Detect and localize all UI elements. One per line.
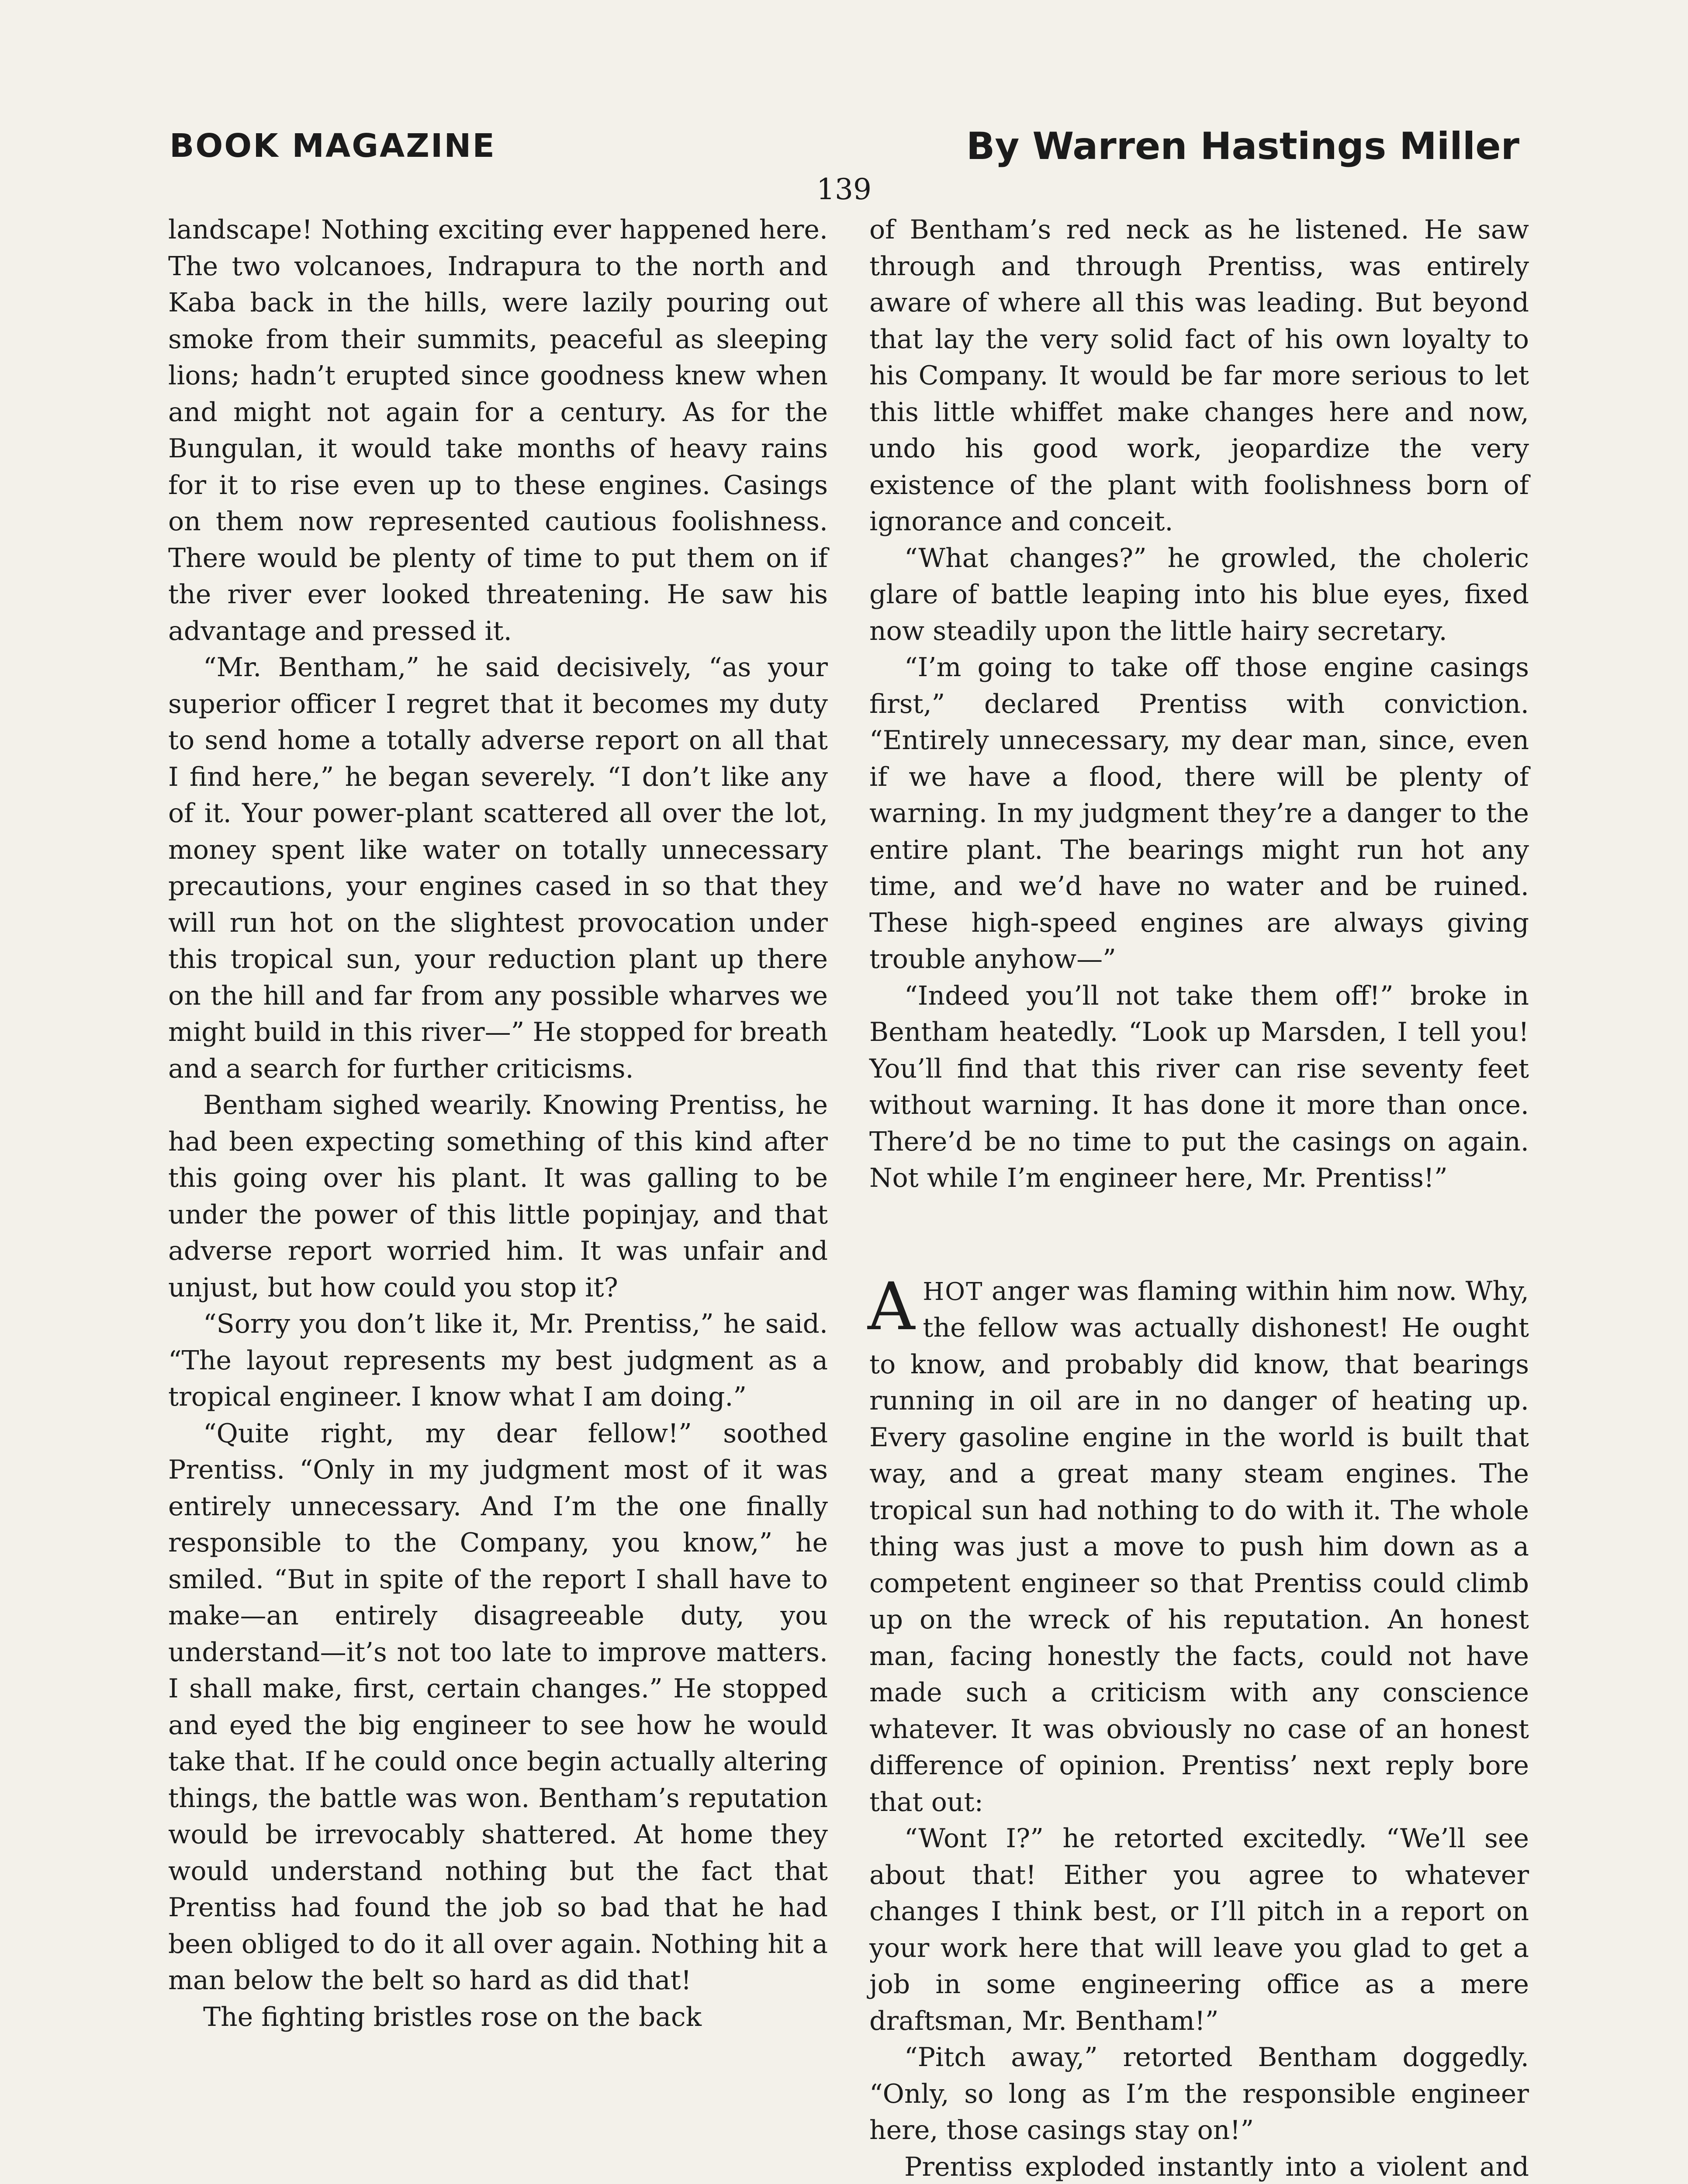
running-head <box>169 124 1519 177</box>
paragraph: “Quite right, my dear fellow!” soothed Prentiss. “Only in my judgment most of it was entirely unnecessary. And I’m the one finally responsible to the Company, you know,” he smiled. “But in spite of the report I shall have to make—an entirely disagreeable duty, you understand—it’s not too late to improve matters. I shall make, first, certain changes.” He stopped and eyed the big engineer to see how he would take that. If he could once begin actually altering things, the battle was won. Bentham’s reputation would be irrevocably shattered. At home they would understand nothing but the fact that Prentiss had found the job so bad that he had been obliged to do it all over again. Nothing hit a man below the belt so hard as did that! <box>168 1418 828 1996</box>
paragraph: “Pitch away,” retorted Bentham doggedly. “Only, so long as I’m the responsible engineer here, those casings stay on!” <box>869 2042 1529 2146</box>
author-byline: By Warren Hastings Miller <box>966 124 1519 168</box>
section-break <box>869 1197 1529 1273</box>
paragraph: “Wont I?” he retorted excitedly. “We’ll see about that! Either you agree to whatever changes I think best, or I’ll pitch in a report on your work here that will leave you glad to get a job in some engineering office as a mere draftsman, Mr. Bentham!” <box>869 1823 1529 2036</box>
left-text-column <box>168 212 828 2035</box>
paragraph: landscape! Nothing exciting ever happened here. The two volcanoes, Indrapura to the north and Kaba back in the hills, were lazily pouring out smoke from their summits, peaceful as sleeping lions; hadn’t erupted since goodness knew when and might not again for a century. As for the Bungulan, it would take months of heavy rains for it to rise even up to these engines. Casings on them now represented cautious foolishness. There would be plenty of time to put them on if the river ever looked threatening. He saw his advantage and pressed it. <box>168 214 828 646</box>
dropcap-paragraph <box>868 1268 1529 1821</box>
paragraph: “Indeed you’ll not take them off!” broke in Bentham heatedly. “Look up Marsden, I tell you! You’ll find that this river can rise seventy feet without warning. It has done it more than once. There’d be no time to put the casings on again. Not while I’m engineer here, Mr. Prentiss!” <box>869 980 1529 1193</box>
lead-in-caps: HOT <box>923 1277 983 1306</box>
magazine-title: BOOK MAGAZINE <box>169 127 496 165</box>
right-text-column <box>869 212 1529 2184</box>
paragraph: The fighting bristles rose on the back <box>203 2001 702 2032</box>
paragraph: “I’m going to take off those engine casings first,” declared Prentiss with conviction. “Entirely unnecessary, my dear man, since, even if we have a flood, there will be plenty of warning. In my judgment they’re a danger to the entire plant. The bearings might run hot any time, and we’d have no water and be ruined. These high-speed engines are always giving trouble anyhow—” <box>869 652 1529 975</box>
paragraph: “Mr. Bentham,” he said decisively, “as your superior officer I regret that it becomes my duty to send home a totally adverse report on all that I find here,” he began severely. “I don’t like any of it. Your power-plant scattered all over the lot, money spent like water on totally unnecessary precautions, your engines cased in so that they will run hot on the slightest provocation under this tropical sun, your reduction plant up there on the hill and far from any possible wharves we might build in this river—” He stopped for breath and a search for further criticisms. <box>168 652 828 1084</box>
paragraph: Prentiss exploded instantly into a violent and <box>904 2151 1529 2182</box>
paragraph: Bentham sighed wearily. Knowing Prentiss, he had been expecting something of this kind after this going over his plant. It was galling to be under the power of this little popinjay, and that adverse report worried him. It was unfair and unjust, but how could you stop it? <box>168 1090 828 1303</box>
paragraph: “Sorry you don’t like it, Mr. Prentiss,” he said. “The layout represents my best judgment as a tropical engineer. I know what I am doing.” <box>168 1309 828 1412</box>
paragraph: of Bentham’s red neck as he listened. He saw through and through Prentiss, was entirely aware of where all this was leading. But beyond that lay the very solid fact of his own loyalty to his Company. It would be far more serious to let this little whiffet make changes here and now, undo his good work, jeopardize the very existence of the plant with foolishness born of ignorance and conceit. <box>869 214 1529 537</box>
drop-cap: A <box>868 1268 915 1345</box>
page-number: 139 <box>816 173 872 206</box>
paragraph: “What changes?” he growled, the choleric glare of battle leaping into his blue eyes, fixed now steadily upon the little hairy secretary. <box>869 543 1529 646</box>
paragraph-body: anger was flaming within him now. Why, the fellow was actually dishonest! He ought to know, and probably did know, that bearings running in oil are in no danger of heating up. Every gasoline engine in the world is built that way, and a great many steam engines. The tropical sun had nothing to do with it. The whole thing was just a move to push him down as a competent engineer so that Prentiss could climb up on the wreck of his reputation. An honest man, facing honestly the facts, could not have made such a criticism with any conscience whatever. It was obviously no case of an honest difference of opinion. Prentiss’ next reply bore that out: <box>869 1275 1529 1818</box>
